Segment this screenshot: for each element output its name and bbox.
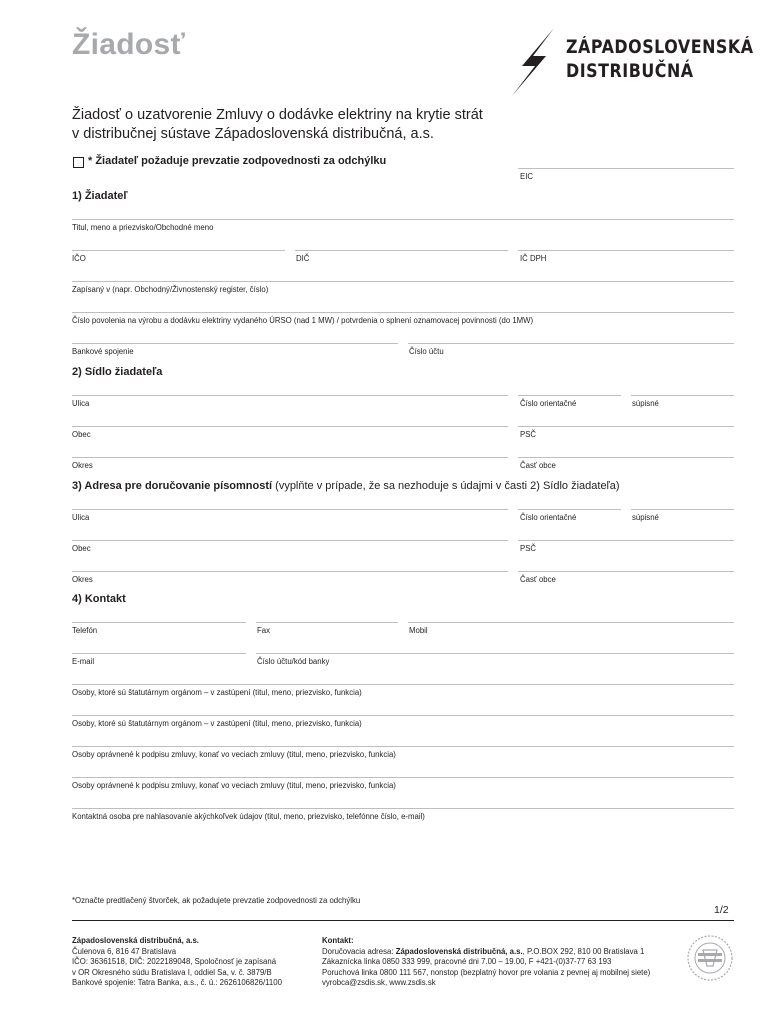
footer-contact-line-3: Poruchová linka 0800 111 567, nonstop (bezplatný hovor pre volania z pevnej aj mobilnej siete): [322, 967, 651, 977]
liability-checkbox[interactable]: [73, 157, 84, 168]
authorized-2-field[interactable]: [72, 777, 734, 778]
phone-field[interactable]: [72, 622, 246, 623]
register-field[interactable]: [72, 281, 734, 282]
mail-street-label: Ulica: [72, 513, 90, 522]
footer-company-line-3: v OR Okresného súdu Bratislava I, oddiel Sa, v. č. 3879/B: [72, 967, 272, 977]
footer-contact-line-4: vyrobca@zsdis.sk, www.zsdis.sk: [322, 978, 436, 988]
section-3-heading: [72, 480, 620, 492]
form-subtitle: [72, 106, 483, 144]
section-3-note: (vyplňte v prípade, že sa nezhoduje s údajmi v časti 2) Sídlo žiadateľa): [275, 480, 620, 492]
footer-address-prefix: Doručovacia adresa:: [322, 946, 396, 956]
seat-supisne-field[interactable]: [631, 395, 734, 396]
seat-district-field[interactable]: [72, 457, 508, 458]
logo-line-2: DISTRIBUČNÁ: [566, 61, 694, 82]
footer-address-company: Západoslovenská distribučná, a.s.: [395, 946, 523, 956]
seat-orient-field[interactable]: [518, 395, 621, 396]
fax-field[interactable]: [256, 622, 398, 623]
footer-contact-heading: Kontakt:: [322, 936, 354, 945]
dic-label: DIČ: [296, 254, 310, 263]
mail-street-field[interactable]: [72, 509, 508, 510]
footer-contact-address: [322, 947, 650, 958]
statutory-2-field[interactable]: [72, 715, 734, 716]
footer-company-name: Západoslovenská distribučná, a.s.: [72, 936, 199, 945]
mail-orient-field[interactable]: [518, 509, 621, 510]
seat-orient-label: Číslo orientačné: [520, 399, 577, 408]
bank-code-field[interactable]: [256, 653, 734, 654]
section-2-heading: 2) Sídlo žiadateľa: [72, 366, 163, 378]
company-logo-text: [566, 36, 754, 84]
authorized-2-label: Osoby oprávnené k podpisu zmluvy, konať vo veciach zmluvy (titul, meno, priezvisko, funkcia): [72, 781, 396, 790]
bank-field[interactable]: [72, 343, 398, 344]
license-label: Číslo povolenia na výrobu a dodávku elektriny vydaného ÚRSO (nad 1 MW) / potvrdenia o splnení oznamovacej povinnosti (do 1MW): [72, 316, 534, 325]
seat-part-label: Časť obce: [520, 461, 556, 470]
seat-supisne-label: súpisné: [632, 399, 659, 408]
mail-psc-label: PSČ: [520, 544, 537, 553]
dic-field[interactable]: [295, 250, 508, 251]
mail-part-field[interactable]: [518, 571, 734, 572]
mail-psc-field[interactable]: [518, 540, 734, 541]
authorized-1-label: Osoby oprávnené k podpisu zmluvy, konať vo veciach zmluvy (titul, meno, priezvisko, funkcia): [72, 750, 396, 759]
ico-label: IČO: [72, 254, 86, 263]
footer-company-line-1: Čulenova 6, 816 47 Bratislava: [72, 946, 177, 956]
mail-district-field[interactable]: [72, 571, 508, 572]
eic-field[interactable]: [518, 168, 734, 169]
contact-person-label: Kontaktná osoba pre nahlasovanie akýchkoľvek údajov (titul, meno, priezvisko, telefónne číslo, e-mail): [72, 812, 425, 821]
section-3-title: 3) Adresa pre doručovanie písomností: [72, 480, 273, 492]
footer-company-line-4: Bankové spojenie: Tatra Banka, a.s., č. ú.: 2626106826/1100: [72, 978, 282, 988]
eic-label: EIC: [520, 172, 533, 181]
mail-supisne-field[interactable]: [631, 509, 734, 510]
phone-label: Telefón: [72, 626, 98, 635]
section-4-heading: 4) Kontakt: [72, 593, 126, 605]
mail-supisne-label: súpisné: [632, 513, 659, 522]
icdph-label: IČ DPH: [520, 254, 547, 263]
mobile-label: Mobil: [409, 626, 428, 635]
mail-city-label: Obec: [72, 544, 91, 553]
footer-divider: [72, 920, 734, 921]
statutory-2-label: Osoby, ktoré sú štatutárnym orgánom – v zastúpení (titul, meno, priezvisko, funkcia): [72, 719, 362, 728]
seat-psc-field[interactable]: [518, 426, 734, 427]
contact-person-field[interactable]: [72, 808, 734, 809]
seat-psc-label: PSČ: [520, 430, 537, 439]
subtitle-line-1: Žiadosť o uzatvorenie Zmluvy o dodávke elektriny na krytie strát: [72, 107, 483, 123]
statutory-1-label: Osoby, ktoré sú štatutárnym orgánom – v zastúpení (titul, meno, priezvisko, funkcia): [72, 688, 362, 697]
seat-city-field[interactable]: [72, 426, 508, 427]
footnote: *Označte predtlačený štvorček, ak požadujete prevzatie zodpovednosti za odchýlku: [72, 896, 361, 905]
register-label: Zapísaný v (napr. Obchodný/Živnostenský register, číslo): [72, 285, 269, 294]
lightning-bolt-icon: [508, 26, 558, 98]
page-number: 1/2: [714, 904, 729, 916]
liability-checkbox-label: * Žiadateľ požaduje prevzatie zodpovednosti za odchýlku: [88, 155, 387, 167]
seat-street-field[interactable]: [72, 395, 508, 396]
mail-part-label: Časť obce: [520, 575, 556, 584]
mail-city-field[interactable]: [72, 540, 508, 541]
footer-contact: [322, 936, 650, 989]
email-field[interactable]: [72, 653, 246, 654]
ico-field[interactable]: [72, 250, 285, 251]
account-label: Číslo účtu: [409, 347, 444, 356]
statutory-1-field[interactable]: [72, 684, 734, 685]
applicant-name-label: Titul, meno a priezvisko/Obchodné meno: [72, 223, 214, 232]
fax-label: Fax: [257, 626, 270, 635]
email-label: E-mail: [72, 657, 95, 666]
footer-contact-line-2: Zákaznícka linka 0850 333 999, pracovné dni 7.00 – 19.00, F +421-(0)37-77 63 193: [322, 957, 612, 967]
mail-district-label: Okres: [72, 575, 93, 584]
applicant-name-field[interactable]: [72, 219, 734, 220]
seat-street-label: Ulica: [72, 399, 90, 408]
license-field[interactable]: [72, 312, 734, 313]
footer-address-suffix: , P.O.BOX 292, 810 00 Bratislava 1: [522, 946, 645, 956]
logo-line-1: ZÁPADOSLOVENSKÁ: [566, 37, 754, 58]
subtitle-line-2: v distribučnej sústave Západoslovenská distribučná, a.s.: [72, 126, 434, 142]
section-1-heading: 1) Žiadateľ: [72, 190, 128, 202]
authorized-1-field[interactable]: [72, 746, 734, 747]
mobile-field[interactable]: [408, 622, 734, 623]
icdph-field[interactable]: [518, 250, 734, 251]
bank-label: Bankové spojenie: [72, 347, 134, 356]
page-title: Žiadosť: [72, 28, 186, 61]
account-field[interactable]: [408, 343, 734, 344]
certification-seal-icon: [686, 934, 734, 982]
seat-city-label: Obec: [72, 430, 91, 439]
seat-district-label: Okres: [72, 461, 93, 470]
footer-company: [72, 936, 282, 989]
footer-company-line-2: IČO: 36361518, DIČ: 2022189048, Spoločnosť je zapísaná: [72, 957, 277, 967]
seat-part-field[interactable]: [518, 457, 734, 458]
mail-orient-label: Číslo orientačné: [520, 513, 577, 522]
bank-code-label: Číslo účtu/kód banky: [257, 657, 330, 666]
